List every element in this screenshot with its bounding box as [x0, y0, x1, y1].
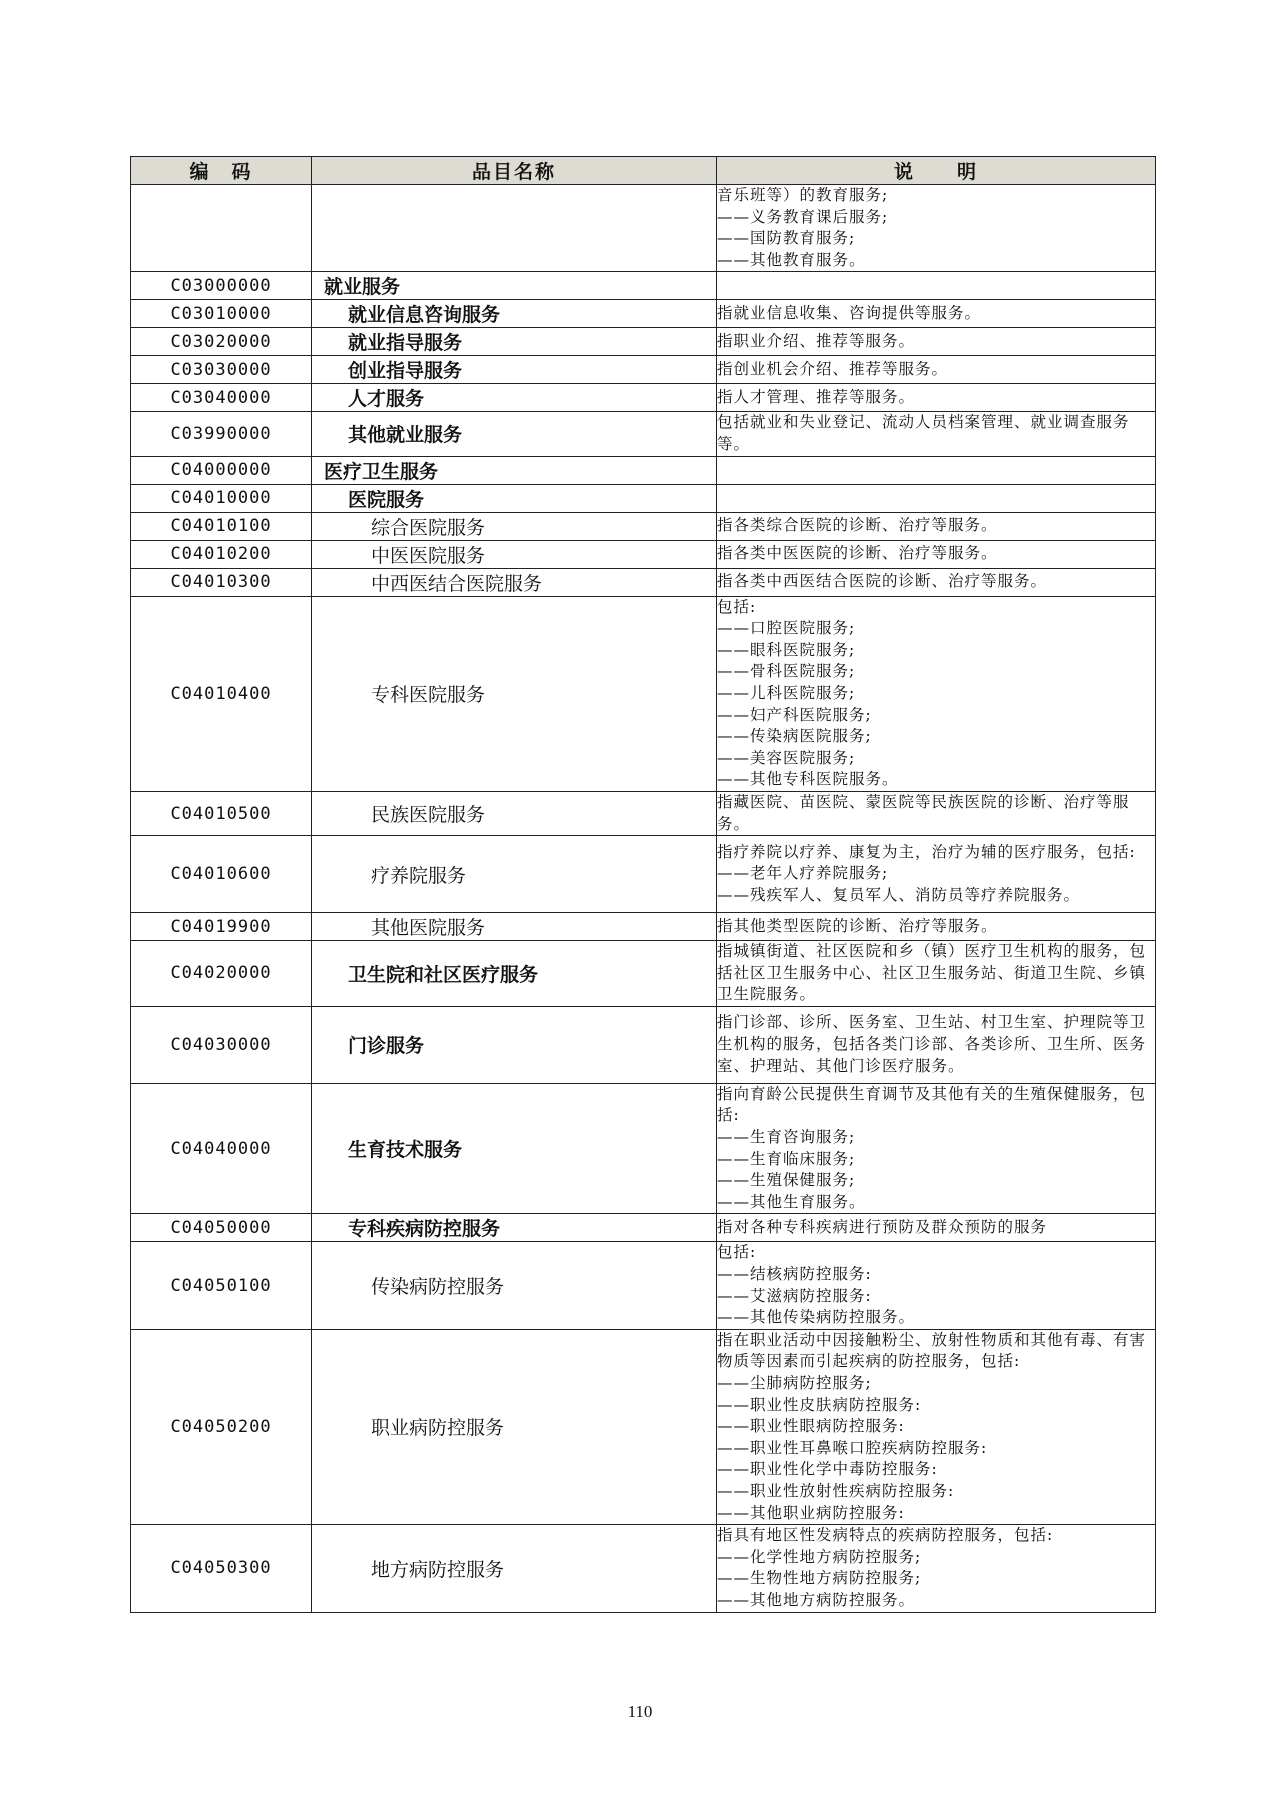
item-description: 指各类综合医院的诊断、治疗等服务。 [717, 512, 1156, 540]
item-description: 指城镇街道、社区医院和乡（镇）医疗卫生机构的服务，包括社区卫生服务中心、社区卫生服务站、街道卫生院、乡镇卫生院服务。 [717, 941, 1156, 1007]
item-code: C04050200 [131, 1329, 312, 1524]
table-row [131, 1242, 1156, 1329]
item-code: C04040000 [131, 1083, 312, 1214]
item-name: 创业指导服务 [312, 356, 717, 384]
item-description: 指创业机会介绍、推荐等服务。 [717, 356, 1156, 384]
item-description: 指各类中医医院的诊断、治疗等服务。 [717, 540, 1156, 568]
item-code: C03990000 [131, 412, 312, 456]
table-row [131, 1006, 1156, 1083]
table-row [131, 412, 1156, 456]
table-row [131, 328, 1156, 356]
item-name: 地方病防控服务 [312, 1525, 717, 1612]
item-name: 医院服务 [312, 484, 717, 512]
item-description: 包括就业和失业登记、流动人员档案管理、就业调查服务等。 [717, 412, 1156, 456]
table-row [131, 484, 1156, 512]
table-row [131, 185, 1156, 272]
item-name: 专科医院服务 [312, 596, 717, 791]
item-description: 包括: ——结核病防控服务: ——艾滋病防控服务: ——其他传染病防控服务。 [717, 1242, 1156, 1329]
item-description [717, 272, 1156, 300]
item-description: 音乐班等）的教育服务; ——义务教育课后服务; ——国防教育服务; ——其他教育服务。 [717, 185, 1156, 272]
item-description: 指向育龄公民提供生育调节及其他有关的生殖保健服务，包括: ——生育咨询服务; ——生育临床服务; ——生殖保健服务; ——其他生育服务。 [717, 1083, 1156, 1214]
table-row [131, 540, 1156, 568]
item-description: 指职业介绍、推荐等服务。 [717, 328, 1156, 356]
item-description [717, 484, 1156, 512]
item-code [131, 185, 312, 272]
item-code: C04030000 [131, 1006, 312, 1083]
item-code: C04010400 [131, 596, 312, 791]
table-row [131, 300, 1156, 328]
item-code: C04010100 [131, 512, 312, 540]
item-code: C04010200 [131, 540, 312, 568]
item-code: C04050300 [131, 1525, 312, 1612]
item-code: C03040000 [131, 384, 312, 412]
item-name [312, 185, 717, 272]
item-code: C04000000 [131, 456, 312, 484]
item-code: C03030000 [131, 356, 312, 384]
item-name: 其他就业服务 [312, 412, 717, 456]
item-name: 生育技术服务 [312, 1083, 717, 1214]
item-description: 指门诊部、诊所、医务室、卫生站、村卫生室、护理院等卫生机构的服务，包括各类门诊部、各类诊所、卫生所、医务室、护理站、其他门诊医疗服务。 [717, 1006, 1156, 1083]
catalog-table [130, 156, 1156, 1613]
item-description [717, 456, 1156, 484]
item-description: 指具有地区性发病特点的疾病防控服务，包括: ——化学性地方病防控服务; ——生物性地方病防控服务; ——其他地方病防控服务。 [717, 1525, 1156, 1612]
item-description: 指人才管理、推荐等服务。 [717, 384, 1156, 412]
table-row [131, 456, 1156, 484]
header-code: 编 码 [131, 157, 312, 185]
item-description: 指其他类型医院的诊断、治疗等服务。 [717, 913, 1156, 941]
item-name: 专科疾病防控服务 [312, 1214, 717, 1242]
item-name: 传染病防控服务 [312, 1242, 717, 1329]
item-name: 卫生院和社区医疗服务 [312, 941, 717, 1007]
table-row [131, 356, 1156, 384]
item-name: 中医医院服务 [312, 540, 717, 568]
item-description: 指藏医院、苗医院、蒙医院等民族医院的诊断、治疗等服务。 [717, 791, 1156, 835]
item-name: 就业指导服务 [312, 328, 717, 356]
table-row [131, 1083, 1156, 1214]
header-name: 品目名称 [312, 157, 717, 185]
table-row [131, 913, 1156, 941]
table-row [131, 568, 1156, 596]
item-name: 综合医院服务 [312, 512, 717, 540]
item-code: C04010500 [131, 791, 312, 835]
table-row [131, 1214, 1156, 1242]
table-row [131, 836, 1156, 913]
item-name: 疗养院服务 [312, 836, 717, 913]
item-name: 职业病防控服务 [312, 1329, 717, 1524]
item-name: 民族医院服务 [312, 791, 717, 835]
item-description: 指对各种专科疾病进行预防及群众预防的服务 [717, 1214, 1156, 1242]
item-code: C04020000 [131, 941, 312, 1007]
item-code: C03000000 [131, 272, 312, 300]
table-row [131, 384, 1156, 412]
item-code: C04019900 [131, 913, 312, 941]
page-number: 110 [627, 1702, 653, 1721]
item-code: C04010000 [131, 484, 312, 512]
item-description: 指在职业活动中因接触粉尘、放射性物质和其他有毒、有害物质等因素而引起疾病的防控服务，包括: ——尘肺病防控服务; ——职业性皮肤病防控服务: ——职业性眼病防控服务: ——职业性耳鼻喉口腔疾病防控服务: ——职业性化学中毒防控服务: ——职业性放射性疾病防控服务: ——其他职业病防控服务: [717, 1329, 1156, 1524]
item-name: 医疗卫生服务 [312, 456, 717, 484]
item-code: C03010000 [131, 300, 312, 328]
table-header-row [131, 157, 1156, 185]
table-row [131, 941, 1156, 1007]
table-row [131, 1329, 1156, 1524]
item-description: 指疗养院以疗养、康复为主，治疗为辅的医疗服务，包括: ——老年人疗养院服务; ——残疾军人、复员军人、消防员等疗养院服务。 [717, 836, 1156, 913]
item-code: C04010600 [131, 836, 312, 913]
table-row [131, 512, 1156, 540]
item-description: 包括: ——口腔医院服务; ——眼科医院服务; ——骨科医院服务; ——儿科医院服务; ——妇产科医院服务; ——传染病医院服务; ——美容医院服务; ——其他专科医院服务。 [717, 596, 1156, 791]
item-code: C04050100 [131, 1242, 312, 1329]
item-name: 就业服务 [312, 272, 717, 300]
item-code: C03020000 [131, 328, 312, 356]
table-row [131, 272, 1156, 300]
item-code: C04010300 [131, 568, 312, 596]
item-name: 其他医院服务 [312, 913, 717, 941]
table-body [131, 185, 1156, 1613]
item-name: 门诊服务 [312, 1006, 717, 1083]
table-row [131, 596, 1156, 791]
item-name: 就业信息咨询服务 [312, 300, 717, 328]
item-description: 指各类中西医结合医院的诊断、治疗等服务。 [717, 568, 1156, 596]
item-name: 中西医结合医院服务 [312, 568, 717, 596]
item-description: 指就业信息收集、咨询提供等服务。 [717, 300, 1156, 328]
item-code: C04050000 [131, 1214, 312, 1242]
table-row [131, 1525, 1156, 1612]
header-description: 说 明 [717, 157, 1156, 185]
item-name: 人才服务 [312, 384, 717, 412]
table-row [131, 791, 1156, 835]
